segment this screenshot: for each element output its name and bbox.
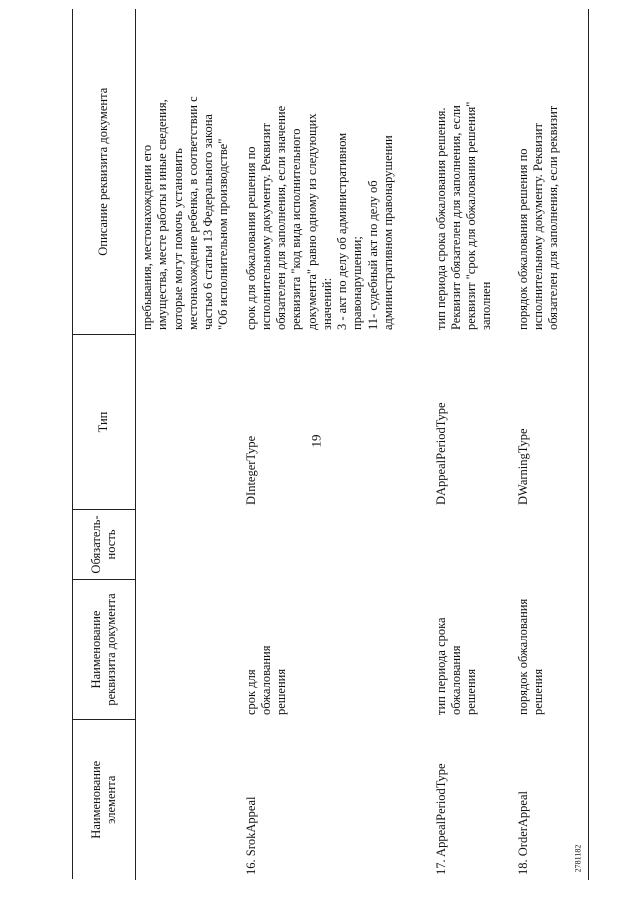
cell-element-name [136, 720, 238, 880]
requisites-table [72, 10, 589, 881]
cell-type: DAppealPeriodType [433, 402, 448, 505]
rotated-table-sheet [72, 10, 632, 880]
cell-obligatoriness [136, 510, 238, 580]
table-row [136, 10, 238, 880]
cell-obligatoriness [510, 510, 589, 580]
table-row [510, 10, 589, 880]
table-row [428, 10, 510, 880]
cell-type: DIntegerType [243, 435, 258, 505]
cell-element-name: 16. SrokAppeal [243, 796, 258, 875]
header-element-name: Наименование элемента [73, 720, 136, 880]
document-code-text: 2781182 [573, 844, 583, 873]
cell-element-name: 18. OrderAppeal [510, 720, 589, 880]
table-row [238, 10, 428, 880]
cell-obligatoriness [238, 510, 428, 580]
cell-description: пребывания, местонахождении его имущества, месте работы и иные сведения, которые могут помочь установить местонахождение ребенка, в соответствии с частью 6 статьи 13 Федерального закона "Об исполнительном производстве" [140, 96, 231, 330]
cell-element-name: 17. AppealPeriodType [433, 763, 448, 875]
cell-obligatoriness [428, 510, 510, 580]
cell-requisite-name: порядок обжалования решения [510, 580, 589, 720]
cell-description: порядок обжалования решения по исполнительному документу. Реквизит обязателен для заполнения, если реквизит [510, 10, 589, 335]
cell-requisite-name: срок для обжалования решения [243, 645, 288, 715]
table-header-row [73, 10, 136, 880]
cell-type: DWarningType [510, 335, 589, 510]
page-number: 19 [308, 434, 324, 448]
header-obligatoriness: Обязатель- ность [73, 510, 136, 580]
cell-type [136, 335, 238, 510]
header-description: Описание реквизита документа [73, 10, 136, 335]
cell-description: тип периода срока обжалования решения. Реквизит обязателен для заполнения, если реквизит "срок для обжалования решения" заполнен [433, 101, 494, 330]
cell-description: срок для обжалования решения по исполнительному документу. Реквизит обязателен для заполнения, если значение реквизита "код вида исполнительного документа" равно одному из следующих значений: 3 - акт по делу об административном правонарушении; 11- судебный акт по делу об административном правонарушении [243, 105, 395, 330]
cell-requisite-name: тип периода срока обжалования решения [433, 617, 478, 715]
header-requisite-name: Наименование реквизита документа [73, 580, 136, 720]
cell-requisite-name [136, 580, 238, 720]
header-type: Тип [73, 335, 136, 510]
